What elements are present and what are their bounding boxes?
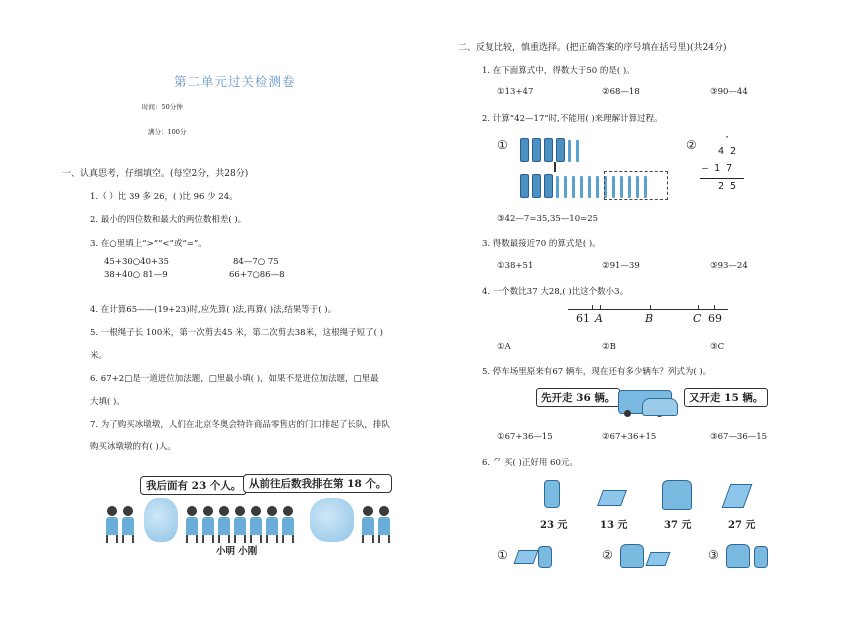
label-b: B: [645, 312, 654, 325]
cup-icon: [754, 546, 768, 568]
notebook-icon: [722, 484, 753, 508]
vertical-difference: 2 5: [718, 181, 737, 192]
backpack-icon: [726, 544, 750, 568]
tick-c: [698, 305, 699, 310]
compare-item-a: 45+30○40+35: [104, 257, 169, 267]
sticks-row-1: [520, 138, 584, 166]
backpack-icon: [662, 480, 692, 510]
single-stick: [596, 176, 599, 198]
q2-6-option-3-marker: ③: [708, 548, 719, 562]
label-c: C: [693, 312, 702, 325]
label-61: 61: [576, 312, 590, 325]
arrow-down: [554, 162, 556, 172]
queue-illustration: [100, 470, 400, 560]
speech-bubble-2: 从前往后数我排在第 18 个。: [243, 474, 392, 493]
question-1-2: 2. 最小的四位数和最大的两位数相差( )。: [90, 215, 247, 225]
q2-5-option-3: ③67—36—15: [710, 432, 768, 442]
q2-3-option-1: ①38+51: [497, 261, 534, 271]
child-figure: [122, 506, 134, 543]
stick-bundle: [556, 138, 565, 162]
question-2-5: 5. 停车场里原来有67 辆车，现在还有多少辆车？列式为( )。: [482, 367, 712, 377]
price-notebook: 27 元: [728, 520, 756, 531]
label-69: 69: [708, 312, 722, 325]
q2-3-option-2: ②91—39: [602, 261, 640, 271]
section-2-heading: 二、反复比较，慎重选择。(把正确答案的序号填在括号里)(共24分): [458, 43, 727, 53]
q2-1-option-1: ①13+47: [497, 87, 534, 97]
child-figure: [266, 506, 278, 543]
vertical-line: [700, 178, 744, 179]
q2-4-option-1: ①A: [497, 342, 511, 352]
child-names-label: 小明 小刚: [216, 546, 258, 557]
stick-bundle: [544, 174, 553, 198]
exam-score: 满分：100分: [148, 128, 187, 136]
backpack-icon: [620, 544, 644, 568]
q2-1-option-2: ②68—18: [602, 87, 640, 97]
stick-bundle: [520, 174, 529, 198]
question-1-7-line1: 7. 为了购买冰墩墩，人们在北京冬奥会特许商品零售店的门口排起了长队，排队: [90, 420, 390, 430]
cup-icon: [538, 546, 552, 568]
single-stick: [580, 176, 583, 198]
single-stick: [588, 176, 591, 198]
vertical-minuend: 4 2: [718, 146, 737, 157]
stick-bundle: [520, 138, 529, 162]
borrow-dot: ·: [724, 132, 731, 143]
q2-6-option-1-marker: ①: [497, 548, 508, 562]
question-1-6-line1: 6. 67+2□是一道进位加法题，□里最小填( )，如果不是进位加法题，□里最: [90, 374, 379, 384]
stick-bundle: [532, 138, 541, 162]
sign-then-left: 又开走 15 辆。: [684, 388, 768, 407]
cup-icon: [544, 480, 560, 508]
question-1-6-line2: 大填( )。: [90, 397, 125, 407]
price-book: 13 元: [600, 520, 628, 531]
sign-first-left: 先开走 36 辆。: [536, 388, 620, 407]
q2-5-option-2: ②67+36+15: [602, 432, 657, 442]
single-stick: [576, 140, 579, 162]
child-figure: [362, 506, 374, 543]
price-backpack: 37 元: [664, 520, 692, 531]
compare-item-d: 66+7○86—8: [229, 270, 285, 280]
question-1-3: 3. 在○里填上“>”“<”或“=”。: [90, 239, 207, 249]
question-1-4: 4. 在计算65——(19+23)时,应先算( )法,再算( )法,结果等于( )。: [90, 305, 337, 315]
label-a: A: [595, 312, 603, 325]
tick-69: [714, 305, 715, 310]
compare-item-c: 38+40○ 81—9: [104, 270, 168, 280]
exam-time: 时间：50分钟: [142, 103, 183, 111]
stick-bundle: [532, 174, 541, 198]
child-figure: [378, 506, 390, 543]
child-figure-xiaogang: [234, 506, 246, 543]
speech-bubble-1: 我后面有 23 个人。: [140, 476, 247, 495]
child-figure-xiaoming: [218, 506, 230, 543]
book-icon: [597, 490, 627, 506]
compare-item-b: 84—7○ 75: [233, 257, 279, 267]
book-icon: [645, 552, 670, 566]
question-1-5-line2: 米。: [90, 351, 108, 361]
model-1-marker: ①: [497, 138, 508, 152]
question-1-1: 1.（ ）比 39 多 26，( )比 96 少 24。: [90, 192, 238, 202]
child-figure: [186, 506, 198, 543]
wheel-icon: [624, 410, 631, 417]
stick-bundle: [544, 138, 553, 162]
single-stick: [572, 176, 575, 198]
single-stick: [564, 176, 567, 198]
child-figure: [106, 506, 118, 543]
child-figure: [282, 506, 294, 543]
single-stick: [556, 176, 559, 198]
number-line: [568, 304, 728, 328]
vertical-subtrahend: — 1 7: [702, 163, 733, 174]
question-1-5-line1: 5. 一根绳子长 100米，第一次剪去45 米，第二次剪去38米，这根绳子短了( ): [90, 328, 383, 338]
dashed-box: [604, 171, 668, 200]
q2-2-option-3: ③42—7=35,35—10=25: [497, 214, 599, 224]
question-2-4: 4. 一个数比37 大28,( )比这个数小3。: [482, 287, 629, 297]
tick-a: [600, 305, 601, 310]
q2-1-option-3: ③90—44: [710, 87, 748, 97]
price-cup: 23 元: [540, 520, 568, 531]
q2-4-option-2: ②B: [602, 342, 616, 352]
question-2-1: 1. 在下面算式中，得数大于50 的是( )。: [482, 66, 635, 76]
crowd-cloud-right: [310, 498, 354, 542]
parking-illustration: [536, 386, 786, 426]
q2-4-option-3: ③C: [710, 342, 725, 352]
counting-sticks-model: [520, 138, 680, 204]
section-1-heading: 一、认真思考，仔细填空。(每空2分，共28分): [62, 169, 249, 179]
child-figure: [202, 506, 214, 543]
tick-b: [650, 305, 651, 310]
model-2-marker: ②: [686, 138, 697, 152]
page-title: 第二单元过关检测卷: [174, 74, 296, 89]
tick-61: [592, 305, 593, 310]
question-2-2: 2. 计算“42—17”时,不能用( )来理解计算过程。: [482, 114, 663, 124]
book-icon: [513, 550, 538, 564]
question-2-6: 6. ⺈ 买( )正好用 60元。: [482, 458, 578, 468]
crowd-cloud-left: [144, 498, 178, 542]
q2-5-option-1: ①67+36—15: [497, 432, 553, 442]
single-stick: [568, 140, 571, 162]
question-1-7-line2: 购买冰墩墩的有( )人。: [90, 442, 176, 452]
question-2-3: 3. 得数最接近70 的算式是( )。: [482, 239, 601, 249]
q2-6-option-2-marker: ②: [602, 548, 613, 562]
car-icon: [642, 398, 678, 416]
child-figure: [250, 506, 262, 543]
q2-3-option-3: ③93—24: [710, 261, 748, 271]
